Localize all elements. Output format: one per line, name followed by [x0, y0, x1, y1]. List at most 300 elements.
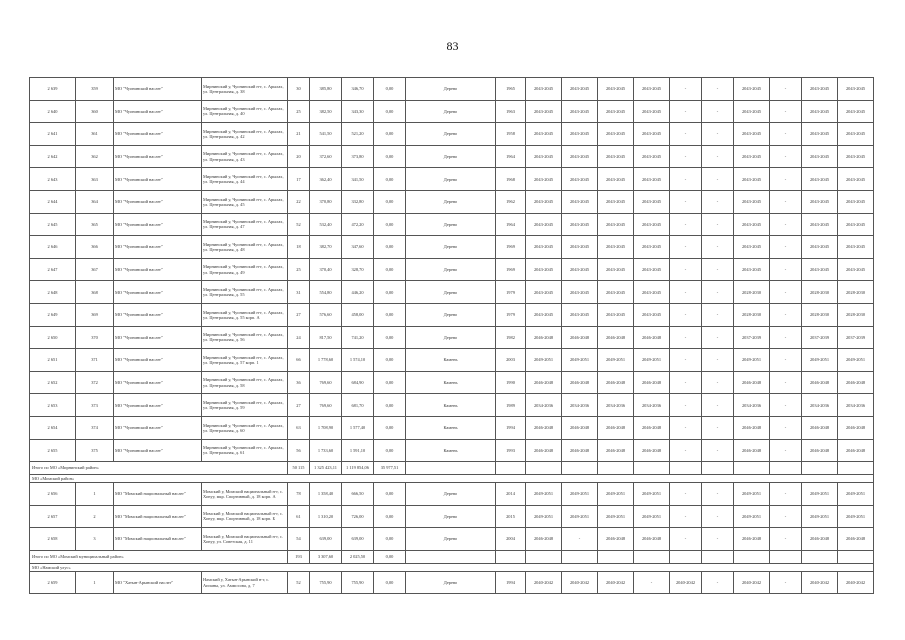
work-period-cell: 2043-2045	[734, 213, 770, 236]
row-number-cell: 2 653	[30, 394, 76, 417]
apartments-cell: 54	[288, 528, 310, 551]
work-period-cell: 2043-2045	[562, 303, 598, 326]
wall-material-cell: Дерево	[406, 145, 496, 168]
work-period-cell: -	[702, 100, 734, 123]
wall-material-cell: Камень	[406, 439, 496, 462]
area-nonresidential-cell: 0,00	[374, 303, 406, 326]
work-period-cell: 2028-2030	[734, 303, 770, 326]
row-number-cell: 2 649	[30, 303, 76, 326]
table-row	[30, 258, 874, 281]
work-period-cell: 2043-2045	[526, 236, 562, 259]
work-period-cell: 2043-2045	[838, 100, 874, 123]
wall-material-cell: Дерево	[406, 483, 496, 506]
municipality-cell: МО "Чуонинский наслег"	[114, 190, 202, 213]
empty-cell	[598, 550, 634, 563]
wall-material-cell: Дерево	[406, 123, 496, 146]
area-total-cell: 385,80	[310, 78, 342, 101]
wall-material-cell: Дерево	[406, 78, 496, 101]
work-period-cell: -	[670, 168, 702, 191]
table-row	[30, 326, 874, 349]
work-period-cell: 2049-2051	[734, 505, 770, 528]
work-period-cell: 2046-2048	[838, 416, 874, 439]
work-period-cell: -	[562, 528, 598, 551]
municipality-cell: МО "Чуонинский наслег"	[114, 213, 202, 236]
work-period-cell: 2028-2030	[838, 281, 874, 304]
row-index-cell: 374	[76, 416, 114, 439]
work-period-cell: 2043-2045	[562, 281, 598, 304]
municipality-cell: МО "Чуонинский наслег"	[114, 78, 202, 101]
row-index-cell: 359	[76, 78, 114, 101]
work-period-cell: -	[770, 349, 802, 372]
empty-cell	[562, 550, 598, 563]
area-nonresidential-cell: 0,00	[374, 483, 406, 506]
address-cell: Мирнинский у, Чуонинский н-г, с. Арылах, ул. Центральная, д. 38	[202, 78, 288, 101]
work-period-cell: 2043-2045	[526, 303, 562, 326]
build-year-cell: 1962	[496, 190, 526, 213]
work-period-cell: 2043-2045	[802, 168, 838, 191]
work-period-cell: 2049-2051	[802, 349, 838, 372]
work-period-cell: 2043-2045	[838, 168, 874, 191]
work-period-cell: -	[670, 349, 702, 372]
build-year-cell: 1979	[496, 281, 526, 304]
build-year-cell: 1969	[496, 258, 526, 281]
address-cell: Мирнинский у, Чуонинский н-г, с. Арылах, ул. Центральная, д. 49	[202, 258, 288, 281]
empty-cell	[734, 550, 770, 563]
work-period-cell: -	[670, 439, 702, 462]
address-cell: Момский у, Момский национальный н-г, с. Хонуу, мкр. Спортивный, д. 18 корп. Б	[202, 505, 288, 528]
work-period-cell: 2049-2051	[598, 349, 634, 372]
work-period-cell: -	[634, 571, 670, 594]
row-number-cell: 2 655	[30, 439, 76, 462]
area-residential-cell: 328,70	[342, 258, 374, 281]
row-index-cell: 366	[76, 236, 114, 259]
work-period-cell: 2034-2036	[634, 394, 670, 417]
apartments-cell: 31	[288, 281, 310, 304]
address-cell: Мирнинский у, Чуонинский н-г, с. Арылах, ул. Центральная, д. 43	[202, 145, 288, 168]
table-row	[30, 236, 874, 259]
work-period-cell: 2046-2048	[838, 528, 874, 551]
work-period-cell: 2043-2045	[634, 258, 670, 281]
work-period-cell: 2037-2039	[802, 326, 838, 349]
row-index-cell: 360	[76, 100, 114, 123]
apartments-cell: 22	[288, 190, 310, 213]
municipality-cell: МО "Чуонинский наслег"	[114, 145, 202, 168]
row-index-cell: 362	[76, 145, 114, 168]
row-number-cell: 2 645	[30, 213, 76, 236]
work-period-cell: 2028-2030	[802, 303, 838, 326]
work-period-cell: -	[670, 190, 702, 213]
work-period-cell: -	[702, 528, 734, 551]
table-row	[30, 483, 874, 506]
work-period-cell: 2043-2045	[802, 123, 838, 146]
work-period-cell: -	[702, 505, 734, 528]
work-period-cell: -	[702, 571, 734, 594]
work-period-cell: 2043-2045	[802, 145, 838, 168]
build-year-cell: 1969	[496, 236, 526, 259]
address-cell: Намский у, Хатын-Арынский н-г, с. Аппаны, ул. Аммосова, д. 7	[202, 571, 288, 594]
area-residential-cell: 521,20	[342, 123, 374, 146]
work-period-cell: 2046-2048	[838, 371, 874, 394]
work-period-cell: 2043-2045	[562, 168, 598, 191]
wall-material-cell: Дерево	[406, 505, 496, 528]
build-year-cell: 1982	[496, 326, 526, 349]
work-period-cell: -	[770, 213, 802, 236]
work-period-cell: -	[770, 371, 802, 394]
row-index-cell: 367	[76, 258, 114, 281]
wall-material-cell: Камень	[406, 349, 496, 372]
work-period-cell: 2043-2045	[802, 100, 838, 123]
table-row	[30, 281, 874, 304]
work-period-cell: 2046-2048	[598, 326, 634, 349]
area-total-cell: 755,90	[310, 571, 342, 594]
apartments-cell: 24	[288, 326, 310, 349]
apartments-cell: 30	[288, 78, 310, 101]
work-period-cell: 2043-2045	[598, 190, 634, 213]
apartments-cell: 25	[288, 258, 310, 281]
work-period-cell: 2040-2042	[670, 571, 702, 594]
address-cell: Мирнинский у, Чуонинский н-г, с. Арылах, ул. Центральная, д. 57 корп. 1	[202, 349, 288, 372]
address-cell: Мирнинский у, Чуонинский н-г, с. Арылах, ул. Центральная, д. 59	[202, 394, 288, 417]
municipality-cell: МО "Чуонинский наслег"	[114, 123, 202, 146]
area-total-cell: 370,40	[310, 258, 342, 281]
wall-material-cell: Дерево	[406, 213, 496, 236]
table-row	[30, 394, 874, 417]
total-row	[30, 550, 874, 563]
area-nonresidential-cell: 0,00	[374, 571, 406, 594]
work-period-cell: 2049-2051	[526, 349, 562, 372]
work-period-cell: -	[670, 258, 702, 281]
work-period-cell: -	[702, 394, 734, 417]
area-nonresidential-cell: 0,00	[374, 326, 406, 349]
work-period-cell: 2043-2045	[838, 78, 874, 101]
table-row	[30, 145, 874, 168]
work-period-cell: -	[670, 281, 702, 304]
apartments-cell: 21	[288, 123, 310, 146]
work-period-cell: 2040-2042	[526, 571, 562, 594]
work-period-cell: 2043-2045	[526, 123, 562, 146]
work-period-cell: 2040-2042	[734, 571, 770, 594]
build-year-cell: 2014	[496, 483, 526, 506]
table-row	[30, 123, 874, 146]
municipality-cell: МО "Чуонинский наслег"	[114, 394, 202, 417]
row-index-cell: 375	[76, 439, 114, 462]
work-period-cell: 2028-2030	[838, 303, 874, 326]
work-period-cell: 2046-2048	[802, 528, 838, 551]
build-year-cell: 1994	[496, 416, 526, 439]
apartments-cell: 61	[288, 505, 310, 528]
work-period-cell: 2049-2051	[838, 349, 874, 372]
area-nonresidential-cell: 0,00	[374, 394, 406, 417]
empty-cell	[802, 550, 838, 563]
work-period-cell: 2043-2045	[598, 100, 634, 123]
area-residential-cell: 341,50	[342, 168, 374, 191]
work-period-cell: 2043-2045	[838, 190, 874, 213]
table-row	[30, 190, 874, 213]
area-total-cell: 1 358,40	[310, 483, 342, 506]
row-number-cell: 2 639	[30, 78, 76, 101]
row-number-cell: 2 650	[30, 326, 76, 349]
table-row	[30, 100, 874, 123]
table-row	[30, 505, 874, 528]
area-total-cell: 769,60	[310, 371, 342, 394]
work-period-cell: -	[702, 168, 734, 191]
area-residential-cell: 726,00	[342, 505, 374, 528]
work-period-cell: 2049-2051	[734, 349, 770, 372]
work-period-cell: -	[702, 483, 734, 506]
work-period-cell: -	[670, 528, 702, 551]
work-period-cell: 2043-2045	[634, 78, 670, 101]
work-period-cell: -	[702, 145, 734, 168]
build-year-cell: 1958	[496, 123, 526, 146]
work-period-cell: 2046-2048	[598, 528, 634, 551]
section-header-row	[30, 563, 874, 571]
work-period-cell: 2043-2045	[634, 123, 670, 146]
build-year-cell: 1979	[496, 303, 526, 326]
area-total-cell: 372,60	[310, 145, 342, 168]
work-period-cell: 2046-2048	[526, 416, 562, 439]
work-period-cell: 2049-2051	[526, 505, 562, 528]
section-header-row	[30, 475, 874, 483]
work-period-cell: 2040-2042	[598, 571, 634, 594]
work-period-cell: 2046-2048	[734, 416, 770, 439]
row-index-cell: 2	[76, 505, 114, 528]
row-number-cell: 2 654	[30, 416, 76, 439]
work-period-cell: 2043-2045	[802, 78, 838, 101]
work-period-cell: 2043-2045	[838, 145, 874, 168]
table-row	[30, 78, 874, 101]
apartments-cell: 52	[288, 571, 310, 594]
work-period-cell: -	[670, 416, 702, 439]
row-number-cell: 2 656	[30, 483, 76, 506]
work-period-cell: 2046-2048	[562, 371, 598, 394]
address-cell: Мирнинский у, Чуонинский н-г, с. Арылах, ул. Центральная, д. 47	[202, 213, 288, 236]
municipality-cell: МО "Чуонинский наслег"	[114, 236, 202, 259]
municipality-cell: МО "Чуонинский наслег"	[114, 439, 202, 462]
work-period-cell: -	[770, 78, 802, 101]
work-period-cell: -	[770, 281, 802, 304]
area-residential-cell: 373,80	[342, 145, 374, 168]
work-period-cell: -	[770, 483, 802, 506]
area-total-cell: 639,00	[310, 528, 342, 551]
apartments-cell: 17	[288, 168, 310, 191]
empty-cell	[838, 550, 874, 563]
work-period-cell: 2043-2045	[598, 145, 634, 168]
total-value-cell: 1 325 423,11	[310, 462, 342, 475]
work-period-cell: 2040-2042	[562, 571, 598, 594]
work-period-cell: -	[770, 145, 802, 168]
work-period-cell: 2043-2045	[526, 281, 562, 304]
area-nonresidential-cell: 0,00	[374, 416, 406, 439]
work-period-cell: 2028-2030	[802, 281, 838, 304]
work-period-cell: 2049-2051	[562, 483, 598, 506]
work-period-cell: 2049-2051	[562, 505, 598, 528]
area-nonresidential-cell: 0,00	[374, 505, 406, 528]
work-period-cell: 2043-2045	[634, 236, 670, 259]
row-index-cell: 361	[76, 123, 114, 146]
build-year-cell: 1993	[496, 439, 526, 462]
work-period-cell: 2046-2048	[634, 528, 670, 551]
work-period-cell: 2046-2048	[526, 326, 562, 349]
work-period-cell: -	[670, 483, 702, 506]
table-row	[30, 571, 874, 594]
work-period-cell: 2049-2051	[634, 349, 670, 372]
work-period-cell: 2046-2048	[838, 439, 874, 462]
work-period-cell: 2043-2045	[734, 78, 770, 101]
empty-cell	[770, 462, 802, 475]
work-period-cell: -	[670, 145, 702, 168]
work-period-cell: 2043-2045	[526, 258, 562, 281]
row-index-cell: 363	[76, 168, 114, 191]
empty-cell	[406, 550, 496, 563]
work-period-cell: -	[670, 303, 702, 326]
work-period-cell: 2043-2045	[634, 213, 670, 236]
table-row	[30, 528, 874, 551]
work-period-cell: 2046-2048	[526, 439, 562, 462]
work-period-cell: 2034-2036	[838, 394, 874, 417]
total-value-cell: 193	[288, 550, 310, 563]
work-period-cell: 2049-2051	[634, 505, 670, 528]
work-period-cell: 2046-2048	[562, 416, 598, 439]
work-period-cell: -	[770, 439, 802, 462]
area-residential-cell: 755,90	[342, 571, 374, 594]
work-period-cell: 2043-2045	[838, 236, 874, 259]
row-index-cell: 364	[76, 190, 114, 213]
address-cell: Мирнинский у, Чуонинский н-г, с. Арылах, ул. Центральная, д. 60	[202, 416, 288, 439]
build-year-cell: 1989	[496, 394, 526, 417]
area-nonresidential-cell: 0,00	[374, 78, 406, 101]
wall-material-cell: Дерево	[406, 528, 496, 551]
work-period-cell: 2046-2048	[562, 439, 598, 462]
work-period-cell: 2046-2048	[802, 439, 838, 462]
work-period-cell: 2046-2048	[634, 326, 670, 349]
empty-cell	[634, 550, 670, 563]
work-period-cell: 2043-2045	[802, 213, 838, 236]
row-number-cell: 2 641	[30, 123, 76, 146]
address-cell: Момский у, Момский национальный н-г, с. Хонуу, мкр. Спортивный, д. 18 корп. А	[202, 483, 288, 506]
address-cell: Мирнинский у, Чуонинский н-г, с. Арылах, ул. Центральная, д. 55	[202, 281, 288, 304]
row-index-cell: 369	[76, 303, 114, 326]
work-period-cell: 2034-2036	[734, 394, 770, 417]
empty-cell	[670, 462, 702, 475]
work-period-cell: 2028-2030	[734, 281, 770, 304]
row-number-cell: 2 659	[30, 571, 76, 594]
work-period-cell: -	[702, 326, 734, 349]
area-nonresidential-cell: 0,00	[374, 371, 406, 394]
wall-material-cell: Дерево	[406, 326, 496, 349]
municipality-cell: МО "Чуонинский наслег"	[114, 416, 202, 439]
work-period-cell: -	[670, 394, 702, 417]
wall-material-cell: Дерево	[406, 100, 496, 123]
work-period-cell: 2046-2048	[562, 326, 598, 349]
area-residential-cell: 446,20	[342, 281, 374, 304]
work-period-cell: -	[770, 303, 802, 326]
work-period-cell: -	[702, 439, 734, 462]
work-period-cell: 2043-2045	[802, 258, 838, 281]
area-residential-cell: 472,20	[342, 213, 374, 236]
table-row	[30, 416, 874, 439]
work-period-cell: 2049-2051	[802, 483, 838, 506]
row-index-cell: 1	[76, 483, 114, 506]
table-row	[30, 371, 874, 394]
work-period-cell: -	[702, 416, 734, 439]
address-cell: Мирнинский у, Чуонинский н-г, с. Арылах, ул. Центральная, д. 55 корп. А	[202, 303, 288, 326]
wall-material-cell: Дерево	[406, 190, 496, 213]
work-period-cell: 2046-2048	[634, 371, 670, 394]
work-period-cell: -	[770, 571, 802, 594]
work-period-cell: 2043-2045	[734, 190, 770, 213]
area-total-cell: 576,60	[310, 303, 342, 326]
address-cell: Мирнинский у, Чуонинский н-г, с. Арылах, ул. Центральная, д. 42	[202, 123, 288, 146]
work-period-cell: -	[770, 416, 802, 439]
housing-registry-table	[29, 77, 874, 594]
area-residential-cell: 346,70	[342, 78, 374, 101]
work-period-cell: 2043-2045	[598, 258, 634, 281]
empty-cell	[526, 550, 562, 563]
area-total-cell: 532,40	[310, 213, 342, 236]
area-nonresidential-cell: 0,00	[374, 236, 406, 259]
build-year-cell: 1964	[496, 213, 526, 236]
work-period-cell: 2043-2045	[838, 258, 874, 281]
build-year-cell: 1965	[496, 78, 526, 101]
work-period-cell: 2043-2045	[526, 100, 562, 123]
work-period-cell: 2034-2036	[802, 394, 838, 417]
address-cell: Мирнинский у, Чуонинский н-г, с. Арылах, ул. Центральная, д. 40	[202, 100, 288, 123]
work-period-cell: 2046-2048	[734, 439, 770, 462]
wall-material-cell: Дерево	[406, 571, 496, 594]
work-period-cell: -	[670, 236, 702, 259]
work-period-cell: 2046-2048	[802, 416, 838, 439]
work-period-cell: 2043-2045	[562, 258, 598, 281]
row-number-cell: 2 652	[30, 371, 76, 394]
build-year-cell: 1964	[496, 145, 526, 168]
work-period-cell: 2043-2045	[634, 145, 670, 168]
area-residential-cell: 347,60	[342, 236, 374, 259]
work-period-cell: -	[770, 168, 802, 191]
work-period-cell: -	[770, 100, 802, 123]
row-number-cell: 2 643	[30, 168, 76, 191]
table-row	[30, 213, 874, 236]
work-period-cell: 2043-2045	[598, 236, 634, 259]
build-year-cell: 2015	[496, 505, 526, 528]
work-period-cell: 2049-2051	[562, 349, 598, 372]
row-index-cell: 370	[76, 326, 114, 349]
work-period-cell: 2046-2048	[734, 528, 770, 551]
work-period-cell: 2046-2048	[598, 439, 634, 462]
row-number-cell: 2 658	[30, 528, 76, 551]
table-row	[30, 168, 874, 191]
total-value-cell: 0,00	[374, 550, 406, 563]
work-period-cell: 2043-2045	[526, 168, 562, 191]
wall-material-cell: Дерево	[406, 281, 496, 304]
municipality-cell: МО "Чуонинский наслег"	[114, 281, 202, 304]
work-period-cell: 2043-2045	[598, 168, 634, 191]
work-period-cell: -	[670, 213, 702, 236]
work-period-cell: 2043-2045	[562, 236, 598, 259]
apartments-cell: 18	[288, 236, 310, 259]
work-period-cell: 2043-2045	[802, 190, 838, 213]
total-label-cell: Итого по МО «Мирнинский район»	[30, 462, 288, 475]
municipality-cell: МО "Хатын-Арынский наслег"	[114, 571, 202, 594]
area-residential-cell: 1 577,40	[342, 416, 374, 439]
area-residential-cell: 1 574,10	[342, 349, 374, 372]
area-total-cell: 382,50	[310, 100, 342, 123]
work-period-cell: 2043-2045	[562, 100, 598, 123]
area-total-cell: 1 310,20	[310, 505, 342, 528]
area-total-cell: 1 708,90	[310, 416, 342, 439]
work-period-cell: 2043-2045	[734, 100, 770, 123]
row-index-cell: 372	[76, 371, 114, 394]
work-period-cell: -	[770, 505, 802, 528]
